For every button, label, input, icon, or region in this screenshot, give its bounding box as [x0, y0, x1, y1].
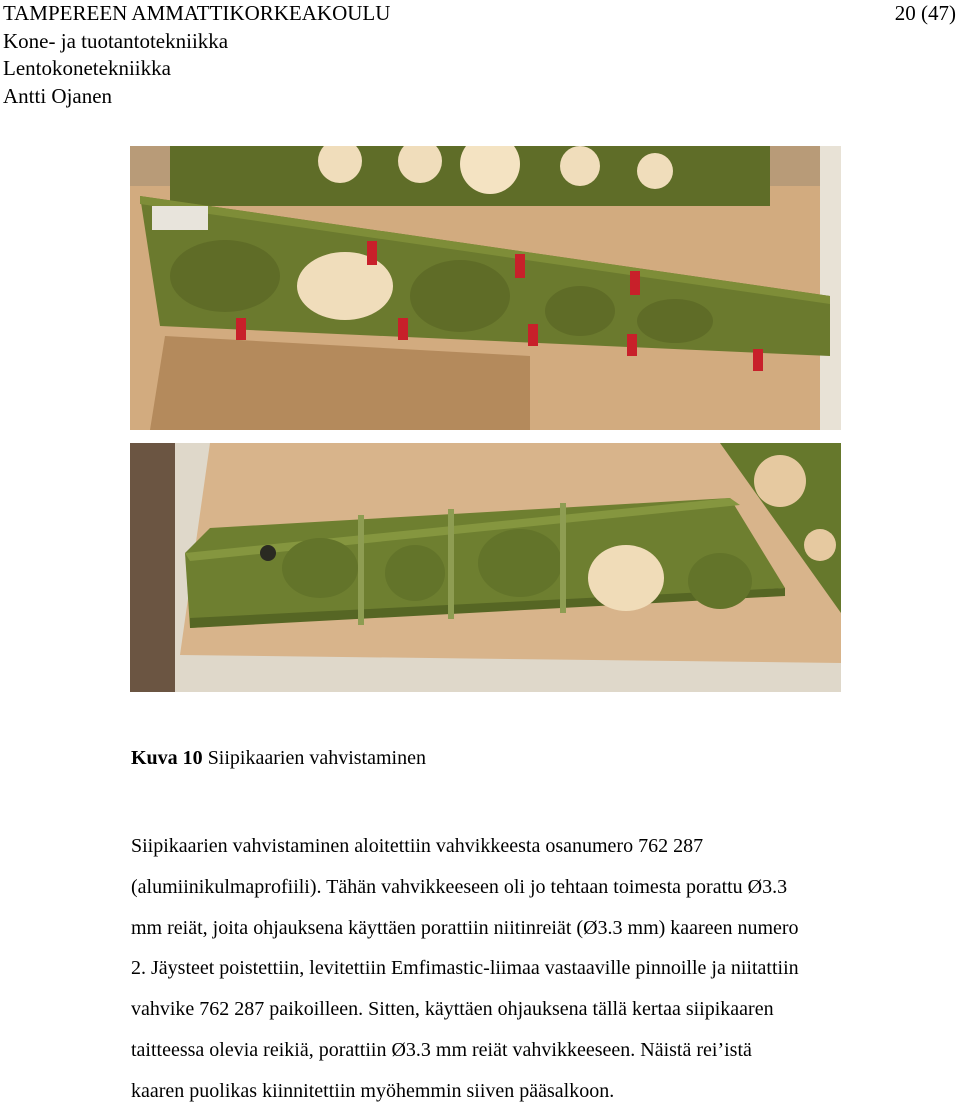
body-line: Siipikaarien vahvistaminen aloitettiin vahvikkeesta osanumero 762 287 [131, 835, 704, 857]
header-program: Lentokonetekniikka [3, 56, 171, 80]
body-line: vahvike 762 287 paikoilleen. Sitten, käyttäen ohjauksena tällä kertaa siipikaaren [131, 998, 774, 1021]
page-number: 20 (47) [894, 1, 956, 25]
page-header [3, 0, 390, 110]
body-line: (alumiinikulmaprofiili). Tähän vahvikkeeseen oli jo tehtaan toimesta porattu Ø3.3 [131, 875, 788, 898]
reinforced-rib-photo [130, 443, 841, 692]
wing-rib-jig-photo [130, 146, 841, 430]
figure-title: Siipikaarien vahvistaminen [207, 747, 426, 769]
body-line: 2. Jäysteet poistettiin, levitettiin Emfimastic-liimaa vastaaville pinnoille ja niitattiin [131, 957, 799, 980]
figure-caption [131, 747, 426, 770]
body-line: taitteessa olevia reikiä, porattiin Ø3.3 mm reiät vahvikkeeseen. Näistä rei’istä [131, 1038, 752, 1061]
header-department: Kone- ja tuotantotekniikka [3, 28, 229, 53]
body-line: kaaren puolikas kiinnitettiin myöhemmin siiven pääsalkoon. [131, 1079, 615, 1102]
body-line: mm reiät, joita ohjauksena käyttäen porattiin niitinreiät (Ø3.3 mm) kaareen numero [131, 916, 799, 939]
header-author: Antti Ojanen [3, 83, 113, 108]
body-paragraph [131, 826, 931, 1112]
figure-label: Kuva 10 [131, 747, 203, 769]
header-institution: TAMPEREEN AMMATTIKORKEAKOULU [3, 1, 391, 25]
